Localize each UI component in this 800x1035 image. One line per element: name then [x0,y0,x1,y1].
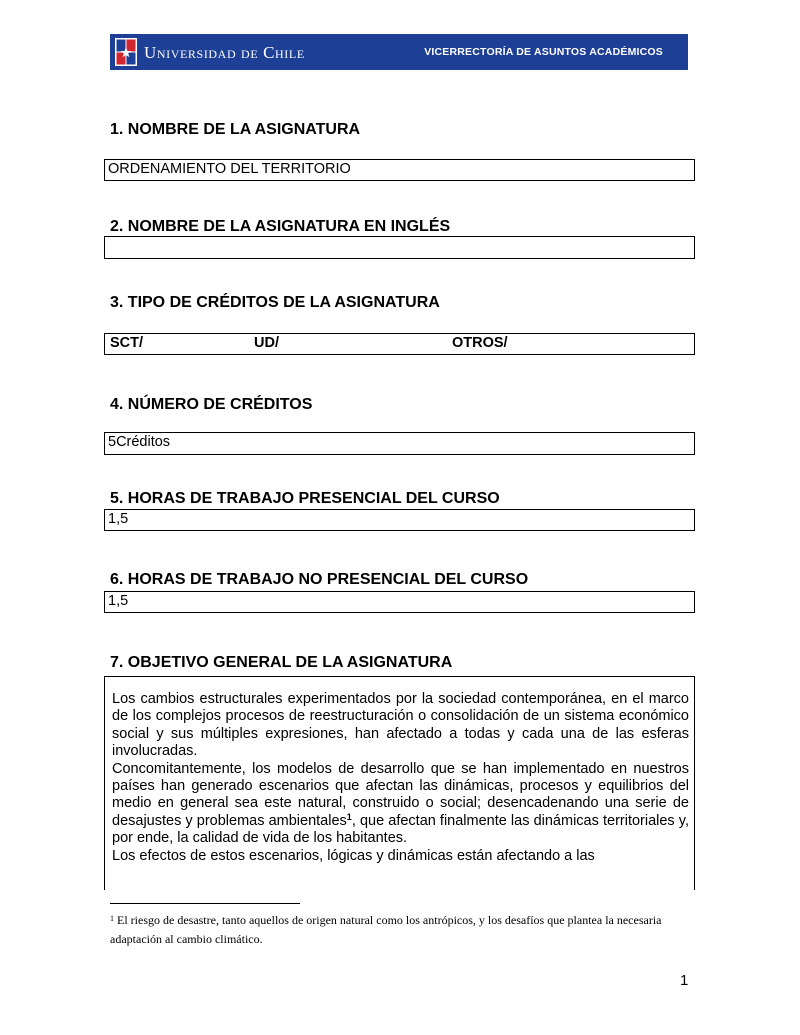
section-4-title: 4. NÚMERO DE CRÉDITOS [110,396,313,413]
objective-paragraph-text: Concomitantemente, los modelos de desarrollo que se han implementado en nuestros países han generado escenarios que afectan las dinámicas, procesos y equilibrios del medio en general sea este natural, construido o social; desencadenando una serie de desajustes y problemas ambientales [112,760,689,829]
section-5-box [104,509,695,531]
university-crest-icon [115,38,137,66]
section-2-title: 2. NOMBRE DE LA ASIGNATURA EN INGLÉS [110,218,451,235]
page-number: 1 [680,972,689,989]
footnote-text: El riesgo de desastre, tanto aquellos de origen natural como los antrópicos, y los desafíos que plantea la necesaria adaptación al cambio climático. [110,913,662,946]
footnote [110,911,690,949]
credits-value: 5Créditos [108,434,171,450]
vicerrectoria-title: VICERRECTORÍA DE ASUNTOS ACADÉMICOS [424,46,663,58]
section-6-box [104,591,695,613]
section-3-title: 3. TIPO DE CRÉDITOS DE LA ASIGNATURA [110,294,440,311]
footnote-reference[interactable]: 1 [346,811,352,822]
objective-paragraph: Los cambios estructurales experimentados por la sociedad contemporánea, en el marco de los complejos procesos de reestructuración o consolidación de un sistema económico social y sus múltiples expresiones, han afectado a todas y cada una de las esferas involucradas. [112,691,689,760]
section-6-title: 6. HORAS DE TRABAJO NO PRESENCIAL DEL CURSO [110,571,529,588]
section-4-box [104,432,695,455]
footnote-separator [110,903,300,904]
section-3-box [104,333,695,355]
section-1-box [104,159,695,181]
credit-type-ud: UD/ [254,335,279,351]
course-name-value: ORDENAMIENTO DEL TERRITORIO [108,161,351,177]
header-banner [110,34,688,70]
section-1-title: 1. NOMBRE DE LA ASIGNATURA [110,121,361,138]
section-7-title: 7. OBJETIVO GENERAL DE LA ASIGNATURA [110,654,453,671]
general-objective-box [104,676,695,890]
presential-hours-value: 1,5 [108,511,129,527]
section-2-box [104,236,695,259]
objective-paragraph: Los efectos de estos escenarios, lógicas y dinámicas están afectando a las [112,847,595,864]
footnote-mark: 1 [110,914,114,923]
university-name: Universidad de Chile [144,43,305,62]
non-presential-hours-value: 1,5 [108,593,129,609]
credit-type-sct: SCT/ [110,335,144,351]
general-objective-text [112,691,689,865]
objective-paragraph-text: , que afectan finalmente las dinámicas territoriales y, por ende, la calidad de vida de los habitantes. [112,812,689,847]
section-5-title: 5. HORAS DE TRABAJO PRESENCIAL DEL CURSO [110,490,500,507]
objective-paragraph [112,761,689,848]
credit-type-otros: OTROS/ [452,335,508,351]
